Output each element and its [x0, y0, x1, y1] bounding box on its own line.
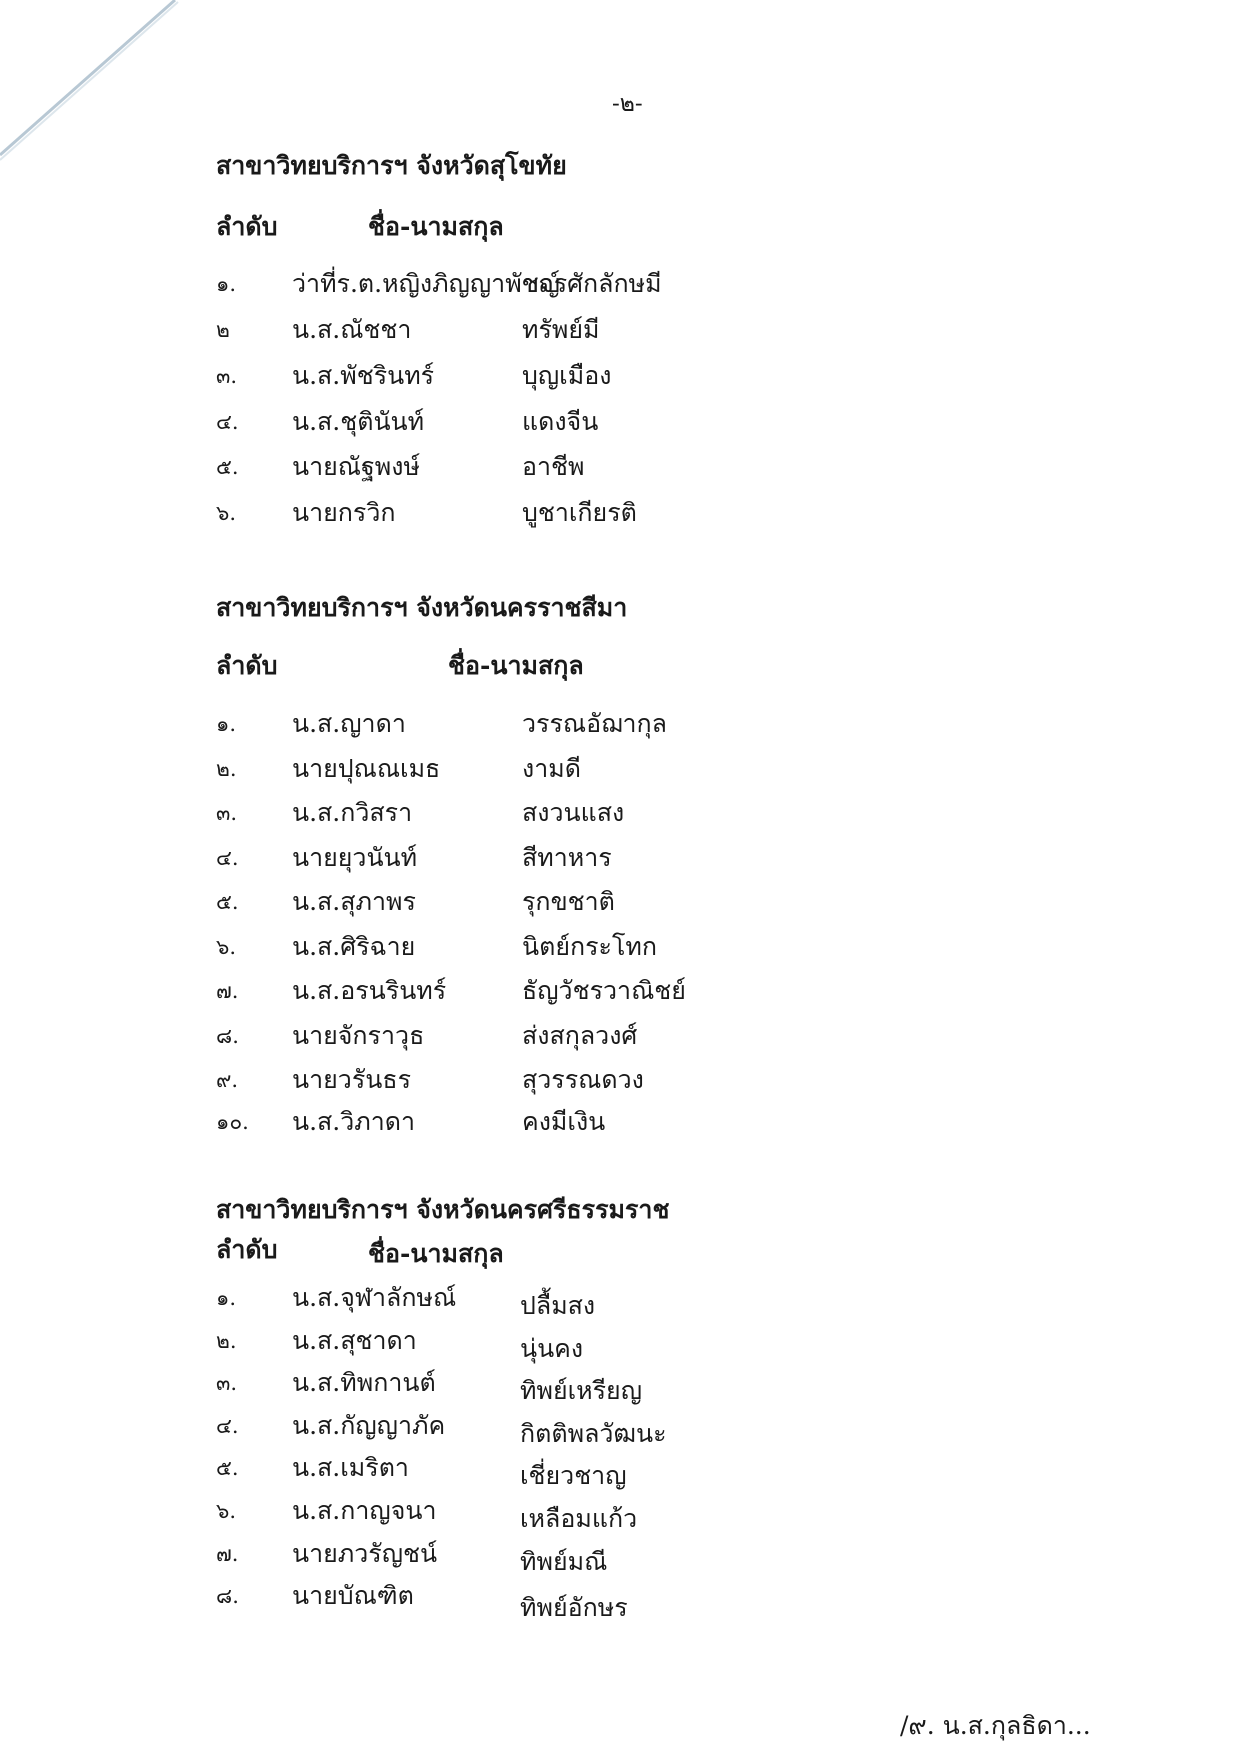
row-number: ๘.: [216, 1584, 239, 1608]
row-number: ๒.: [216, 757, 237, 781]
row-last-name: ทรัพย์มี: [522, 315, 600, 344]
row-first-name: น.ส.ณัชชา: [292, 315, 412, 344]
section-title: สาขาวิทยบริการฯ จังหวัดนครศรีธรรมราช: [216, 1195, 670, 1224]
row-last-name: ทิพย์อักษร: [520, 1593, 628, 1622]
row-number: ๑๐.: [216, 1110, 249, 1134]
row-number: ๕.: [216, 455, 239, 479]
list-item: [216, 793, 1116, 833]
list-item: [216, 310, 1116, 350]
row-number: ๖.: [216, 935, 237, 959]
column-header-name: ชื่อ-นามสกุล: [368, 1239, 504, 1268]
row-first-name: น.ส.ชุตินันท์: [292, 407, 425, 436]
column-header-name: ชื่อ-นามสกุล: [368, 212, 504, 241]
row-last-name: บุญเมือง: [522, 361, 612, 390]
row-last-name: นุ่นคง: [520, 1334, 584, 1363]
row-last-name: นิตย์กระโทก: [522, 932, 658, 961]
section-title: สาขาวิทยบริการฯ จังหวัดนครราชสีมา: [216, 593, 628, 622]
list-item: [216, 1102, 1116, 1142]
row-number: ๔.: [216, 1414, 239, 1438]
row-last-name: สุวรรณดวง: [522, 1065, 644, 1094]
row-number: ๑.: [216, 272, 237, 296]
list-item: [216, 1321, 1116, 1361]
row-first-name: น.ส.กาญจนา: [292, 1496, 437, 1525]
list-item: [216, 1491, 1116, 1531]
row-first-name: น.ส.กวิสรา: [292, 798, 413, 827]
list-item: [216, 749, 1116, 789]
row-last-name: งามดี: [522, 754, 581, 783]
row-number: ๕.: [216, 890, 239, 914]
row-number: ๖.: [216, 501, 237, 525]
list-item: [216, 704, 1116, 744]
row-first-name: นายบัณฑิต: [292, 1581, 414, 1610]
list-item: [216, 927, 1116, 967]
column-header-order: ลำดับ: [216, 651, 278, 680]
row-last-name: กิตติพลวัฒนะ: [520, 1419, 667, 1448]
row-first-name: น.ส.กัญญาภัค: [292, 1411, 446, 1440]
page-number: -๒-: [612, 91, 643, 117]
row-first-name: น.ส.สุชาดา: [292, 1326, 417, 1355]
list-item: [216, 838, 1116, 878]
section-title: สาขาวิทยบริการฯ จังหวัดสุโขทัย: [216, 151, 567, 180]
row-last-name: แดงจีน: [522, 407, 599, 436]
row-last-name: สีทาหาร: [522, 843, 612, 872]
list-item: [216, 1278, 1116, 1318]
row-number: ๒.: [216, 1329, 237, 1353]
row-number: ๔.: [216, 410, 239, 434]
row-number: ๒: [216, 318, 230, 342]
row-first-name: น.ส.วิภาดา: [292, 1107, 416, 1136]
row-last-name: ทิพย์มณี: [520, 1547, 608, 1576]
list-item: [216, 1363, 1116, 1403]
column-header-order: ลำดับ: [216, 212, 278, 241]
row-first-name: น.ส.จุฬาลักษณ์: [292, 1283, 457, 1312]
row-last-name: ธัญวัชรวาณิชย์: [522, 976, 686, 1005]
row-last-name: เหลือมแก้ว: [520, 1504, 638, 1533]
list-item: [216, 264, 1116, 304]
row-first-name: น.ส.อรนรินทร์: [292, 976, 447, 1005]
row-number: ๓.: [216, 801, 238, 825]
row-number: ๕.: [216, 1456, 239, 1480]
row-number: ๓.: [216, 364, 238, 388]
row-first-name: นายจักราวุธ: [292, 1021, 425, 1050]
row-first-name: น.ส.เมริตา: [292, 1453, 409, 1482]
row-last-name: เชี่ยวชาญ: [520, 1461, 627, 1490]
row-first-name: น.ส.ศิริฉาย: [292, 932, 416, 961]
row-first-name: นายภวรัญชน์: [292, 1539, 438, 1568]
row-last-name: รุกขชาติ: [522, 887, 615, 916]
row-number: ๑.: [216, 712, 237, 736]
row-first-name: น.ส.ทิพกานต์: [292, 1368, 436, 1397]
page-fold-mark: [0, 0, 200, 180]
row-first-name: นายยุวนันท์: [292, 843, 418, 872]
row-last-name: ส่งสกุลวงศ์: [522, 1021, 638, 1050]
row-last-name: ปลื้มสง: [520, 1291, 596, 1320]
list-item: [216, 447, 1116, 487]
row-first-name: นายณัฐพงษ์: [292, 452, 420, 481]
row-last-name: วรรณอัฌากุล: [522, 709, 667, 738]
continuation-note: /๙. น.ส.กุลธิดา...: [900, 1711, 1091, 1740]
row-number: ๑.: [216, 1286, 237, 1310]
row-last-name: สงวนแสง: [522, 798, 625, 827]
list-item: [216, 356, 1116, 396]
list-item: [216, 493, 1116, 533]
list-item: [216, 1406, 1116, 1446]
row-first-name: ว่าที่ร.ต.หญิงภิญญาพัชญ์: [292, 269, 560, 298]
column-header-order: ลำดับ: [216, 1235, 278, 1264]
row-number: ๔.: [216, 846, 239, 870]
list-item: [216, 1448, 1116, 1488]
row-last-name: อาชีพ: [522, 452, 585, 481]
row-number: ๙.: [216, 1068, 239, 1092]
row-number: ๗.: [216, 979, 239, 1003]
row-first-name: น.ส.พัชรินทร์: [292, 361, 435, 390]
list-item: [216, 402, 1116, 442]
list-item: [216, 882, 1116, 922]
row-last-name: ทิพย์เหรียญ: [520, 1376, 643, 1405]
list-item: [216, 1060, 1116, 1100]
row-first-name: น.ส.สุภาพร: [292, 887, 416, 916]
row-first-name: นายวรันธร: [292, 1065, 412, 1094]
list-item: [216, 971, 1116, 1011]
row-first-name: นายปุณณเมธ: [292, 754, 441, 783]
list-item: [216, 1016, 1116, 1056]
row-number: ๖.: [216, 1499, 237, 1523]
list-item: [216, 1534, 1116, 1574]
row-number: ๗.: [216, 1542, 239, 1566]
row-last-name: บูชาเกียรติ: [522, 498, 637, 527]
row-number: ๓.: [216, 1371, 238, 1395]
list-item: [216, 1576, 1116, 1622]
row-first-name: น.ส.ญาดา: [292, 709, 406, 738]
column-header-name: ชื่อ-นามสกุล: [448, 651, 584, 680]
row-last-name: ขจรศักลักษมี: [522, 269, 662, 298]
row-last-name: คงมีเงิน: [522, 1107, 606, 1136]
row-first-name: นายกรวิก: [292, 498, 396, 527]
row-number: ๘.: [216, 1024, 239, 1048]
